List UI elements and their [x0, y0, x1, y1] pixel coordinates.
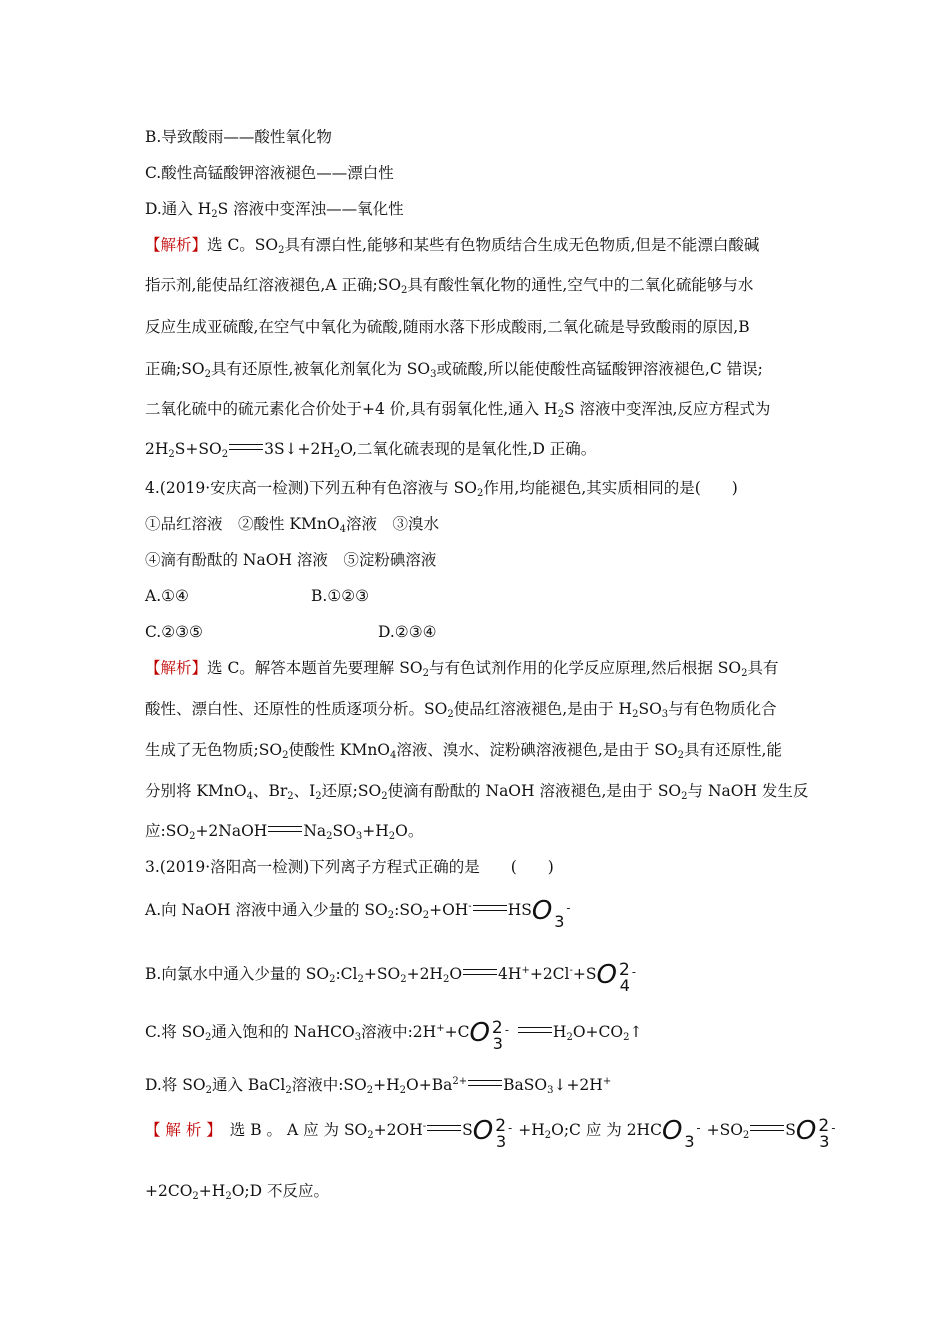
question-3-option-d: D.将 $SO_2$通入 BaCl$_2$溶液中$:SO_2+H_2O+Ba^{2+}$ BaSO$_3$↓+2H+ [145, 1076, 612, 1096]
analysis-2-line-1: 【解析】选 C。解答本题首先要理解 $SO_2$与有色试剂作用的化学反应原理,然后根据 $SO_2$具有 [145, 659, 779, 679]
analysis-2-line-2: 酸性、漂白性、还原性的性质逐项分析。$SO_2$使品红溶液褪色,是由于 $H_2SO_3$与有色物质化合 [145, 700, 777, 720]
option-b: B.导致酸雨——酸性氧化物 [145, 128, 332, 146]
analysis-1-line-4: 正确$;SO_2$具有还原性,被氧化剂氧化为 $SO_3$或硫酸,所以能使酸性高锰酸钾溶液褪色,C 错误; [145, 360, 763, 380]
question-3-option-a: A.向 NaOH 溶液中通入少量的 $SO_2:SO_2+OH^-$ HSO 3 - [145, 896, 571, 931]
analysis-3-line-1: 【 解 析 】 选 B 。 A 应 为 $SO_2+2OH^-$ SO 2 - $3+H_2O;C$ 应 为 2HCO 3 - $+SO_2$ SO 2 - 3 [145, 1116, 836, 1151]
question-4-items-1: ①品红溶液 ②酸性 KMnO$_4$溶液 ③溴水 [145, 515, 439, 535]
analysis-tag: 【解析】 [145, 236, 208, 254]
question-4-items-2: ④滴有酚酞的 NaOH 溶液 ⑤淀粉碘溶液 [145, 551, 437, 569]
sulfate-ion: O 2 - 4 [596, 960, 636, 995]
analysis-1-line-3: 反应生成亚硫酸,在空气中氧化为硫酸,随雨水落下形成酸雨,二氧化硫是导致酸雨的原因,B [145, 318, 750, 336]
question-3-option-c: C.将 $SO_2$通入饱和的 NaHCO$_3$溶液中:2H++CO 2 - $3H_2O+CO_2↑$ [145, 1018, 643, 1053]
equals-sign [229, 444, 263, 450]
question-4-choice-b: B.①②③ [311, 587, 370, 605]
question-3-option-b: B.向氯水中通入少量的 $SO_2:Cl_2+SO_2+2H_2O$ 4H++2Cl-+SO 2 - 4 [145, 960, 636, 995]
analysis-1-line-5: 二氧化硫中的硫元素化合价处于+4 价,具有弱氧化性,通入 $H_2S$ 溶液中变浑浊,反应方程式为 [145, 400, 771, 420]
analysis-2-line-4: 分别将 KMnO$_4$、$Br_2$、$I_2$还原$;SO_2$使滴有酚酞的 NaOH 溶液褪色,是由于 $SO_2$与 NaOH 发生反 [145, 782, 809, 802]
analysis-3-line-2: $+2CO_2+H_2O;D$ 不反应。 [145, 1182, 329, 1202]
question-4-choice-a: A.①④ [145, 587, 189, 605]
analysis-2-line-3: 生成了无色物质$;SO_2$使酸性 KMnO$_4$溶液、溴水、淀粉碘溶液褪色,是由于 $SO_2$具有还原性,能 [145, 741, 782, 761]
question-3-stem: 3.(2019·洛阳高一检测)下列离子方程式正确的是 ( ) [145, 858, 554, 876]
question-4-stem: 4.(2019·安庆高一检测)下列五种有色溶液与 $SO_2$作用,均能褪色,其实质相同的是( ) [145, 479, 738, 499]
question-4-choice-c: C.②③⑤ [145, 623, 203, 641]
analysis-2-line-5: 应$:SO_2+2NaOH$ $Na_2SO_3+H_2O$。 [145, 822, 424, 842]
analysis-1-line-1: 【解析】选 C。$SO_2$具有漂白性,能够和某些有色物质结合生成无色物质,但是不能漂白酸碱 [145, 236, 760, 256]
question-4-choice-d: D.②③④ [378, 623, 437, 641]
option-c: C.酸性高锰酸钾溶液褪色——漂白性 [145, 164, 394, 182]
option-d: D.通入 $H_2S$ 溶液中变浑浊——氧化性 [145, 200, 404, 220]
analysis-1-line-2: 指示剂,能使品红溶液褪色,A 正确$;SO_2$具有酸性氧化物的通性,空气中的二氧化硫能够与水 [145, 276, 754, 296]
carbonate-ion: O 2 - 3 [469, 1018, 509, 1053]
sulfite-ion: O 3 - [531, 896, 571, 931]
analysis-1-line-6: $2H_2S+SO_2$ $3S↓+2H_2O$,二氧化硫表现的是氧化性,D 正确。 [145, 440, 597, 460]
